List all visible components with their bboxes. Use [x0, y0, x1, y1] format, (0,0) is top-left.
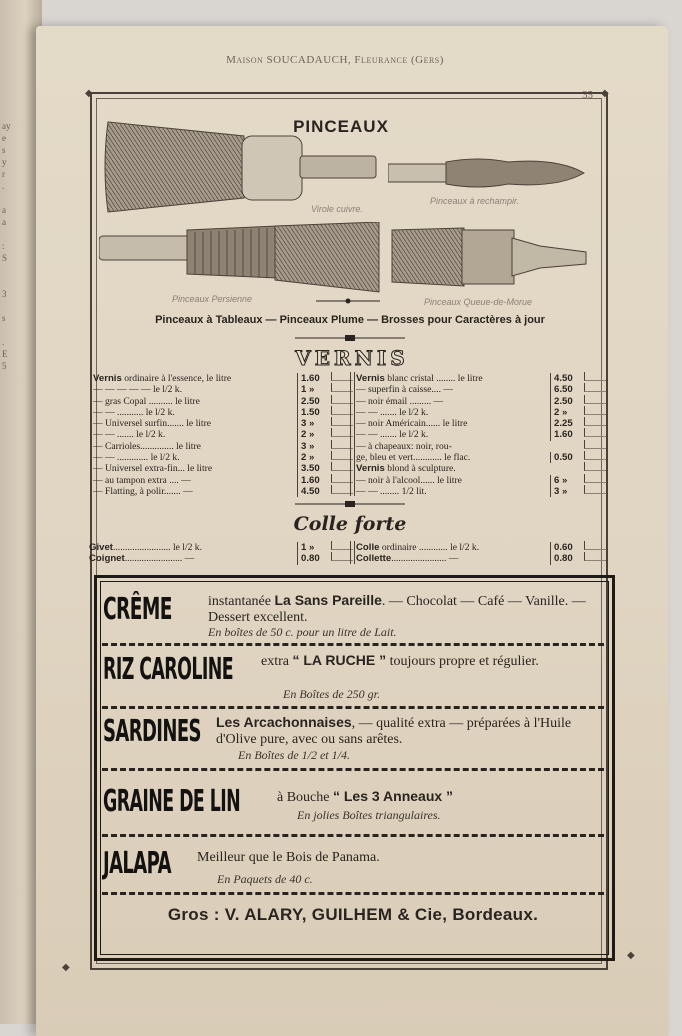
item-price: 2 »	[297, 429, 331, 440]
order-quantity-blank	[584, 428, 606, 437]
dashed-separator	[102, 892, 604, 898]
ad-text: Meilleur que le Bois de Panama.	[197, 850, 380, 865]
column-divider	[350, 372, 355, 496]
item-price: 1.60	[550, 429, 584, 440]
order-quantity-blank	[584, 372, 606, 381]
price-row	[93, 417, 353, 428]
item-price: 2 »	[297, 452, 331, 463]
ad-brand: RIZ CAROLINE	[103, 652, 234, 687]
item-price: 0.50	[550, 452, 584, 463]
item-label-text: — Flatting, à polir....... —	[93, 485, 193, 497]
ad-text: instantanée La Sans Pareille. — Chocolat — Café — Vanille. — Dessert excellent.	[208, 592, 586, 625]
item-label-bold: Vernis	[356, 463, 385, 475]
section-divider-ornament	[295, 500, 405, 508]
item-label-text: — — ....... le l/2 k.	[356, 406, 429, 418]
item-label-text: — Universel extra-fin... le litre	[93, 463, 213, 475]
price-row	[89, 541, 353, 552]
item-price: 2.25	[550, 418, 584, 429]
price-row	[93, 462, 353, 473]
ad-graine-de-lin	[103, 784, 603, 830]
item-label-text: — à chapeaux: noir, rou-	[356, 440, 452, 452]
item-label-bold: Collette	[356, 553, 392, 565]
order-quantity-blank	[584, 541, 606, 550]
item-price: 0.80	[550, 553, 584, 564]
item-label-bold: Givet	[89, 542, 113, 553]
item-label	[356, 396, 550, 407]
item-label	[93, 407, 297, 418]
order-quantity-blank	[584, 440, 606, 449]
item-label-text: — — ....... le l/2 k.	[356, 429, 429, 441]
item-price: 1.60	[297, 373, 331, 384]
divider-ornament	[316, 297, 380, 305]
ad-brand: JALAPA	[103, 846, 171, 881]
item-label	[93, 475, 297, 486]
item-label-text: — — ........ 1/2 lit.	[356, 485, 427, 497]
pinceaux-subline: Pinceaux à Tableaux — Pinceaux Plume — Brosses pour Caractères à jour	[155, 314, 545, 326]
vernis-title: VERNIS	[295, 346, 409, 370]
ad-subtext: En boîtes de 50 c. pour un litre de Lait.	[208, 625, 397, 639]
ad-text: extra “ LA RUCHE ” toujours propre et régulier.	[261, 652, 539, 669]
colle-left-table	[89, 541, 353, 564]
item-label-text: blanc cristal ........ le litre	[384, 373, 483, 384]
price-row	[356, 372, 606, 383]
caption-persienne: Pinceaux Persienne	[172, 294, 253, 304]
colle-forte-title: Colle forte	[293, 513, 407, 535]
ad-sardines	[103, 714, 603, 770]
corner-ornament: ◆	[601, 88, 609, 99]
corner-ornament: ◆	[627, 950, 635, 961]
order-quantity-blank	[584, 451, 606, 460]
item-label	[89, 542, 297, 553]
ad-subtext: En Boîtes de 250 gr.	[283, 687, 380, 701]
item-label	[93, 418, 297, 429]
order-quantity-blank	[584, 383, 606, 392]
vernis-left-table	[93, 372, 353, 496]
item-label-text: — superfin à caisse.... —	[356, 384, 453, 396]
item-label-text: — noir à l'alcool...... le litre	[356, 474, 462, 486]
item-label	[356, 486, 550, 497]
item-label	[356, 475, 550, 486]
ad-jalapa	[103, 846, 603, 892]
colle-right-table	[356, 541, 606, 564]
price-row	[356, 383, 606, 394]
item-label-bold: Vernis	[93, 373, 122, 384]
persienne-brush-illustration	[99, 222, 381, 294]
item-label-bold: Coignet	[89, 553, 125, 565]
item-label	[356, 418, 550, 429]
item-price: 1.50	[297, 407, 331, 418]
item-price: 3 »	[297, 441, 331, 452]
item-label	[356, 407, 550, 418]
item-label-text: blond à sculpture.	[384, 463, 456, 475]
item-label	[93, 396, 297, 407]
item-label	[356, 452, 550, 463]
item-label	[93, 441, 297, 452]
rechampir-brush-illustration	[388, 154, 588, 194]
price-row	[356, 406, 606, 417]
caption-queue-de-morue: Pinceaux Queue-de-Morue	[424, 297, 533, 307]
item-price: 1.60	[297, 475, 331, 486]
price-row	[356, 428, 606, 439]
item-label	[356, 441, 550, 452]
price-row	[356, 485, 606, 496]
item-label-text: — gras Copal .......... le litre	[93, 395, 200, 407]
price-row	[356, 552, 606, 563]
item-label	[356, 384, 550, 395]
distributor-line: Gros : V. ALARY, GUILHEM & Cie, Bordeaux.	[167, 905, 539, 924]
order-quantity-blank	[584, 552, 606, 561]
price-row	[93, 440, 353, 451]
price-row	[356, 451, 606, 462]
item-price: 0.80	[297, 553, 331, 564]
item-price: 6.50	[550, 384, 584, 395]
item-label-text: — au tampon extra .... —	[93, 474, 191, 486]
ad-text: Les Arcachonnaises, — qualité extra — préparées à l'Huile d'Olive pure, avec ou sans arêtes.	[216, 714, 572, 747]
dashed-separator	[102, 834, 604, 840]
item-price: 4.50	[297, 486, 331, 497]
item-label	[93, 373, 297, 384]
price-row	[93, 383, 353, 394]
price-row	[356, 462, 606, 473]
corner-ornament: ◆	[62, 962, 70, 973]
item-label	[356, 463, 550, 474]
item-label-bold: Colle	[356, 542, 380, 553]
order-quantity-blank	[584, 395, 606, 404]
corner-ornament: ◆	[85, 88, 93, 99]
price-row	[93, 451, 353, 462]
item-label	[93, 384, 297, 395]
order-quantity-blank	[584, 474, 606, 483]
item-label	[93, 429, 297, 440]
item-price: 1 »	[297, 542, 331, 553]
item-price: 2 »	[550, 407, 584, 418]
ad-subtext: En jolies Boîtes triangulaires.	[297, 808, 441, 822]
item-price: 3 »	[297, 418, 331, 429]
ad-brand: CRÊME	[103, 592, 172, 627]
virole-brush-illustration	[104, 112, 379, 217]
item-label-text: ordinaire à l'essence, le litre	[121, 373, 232, 384]
price-row	[356, 474, 606, 485]
price-row	[356, 440, 606, 451]
item-label-text: ....................... —	[391, 553, 459, 565]
ad-subtext: En Paquets de 40 c.	[217, 872, 313, 886]
ad-brand: SARDINES	[103, 714, 201, 749]
order-quantity-blank	[584, 462, 606, 471]
item-price: 2.50	[550, 396, 584, 407]
price-row	[356, 417, 606, 428]
item-label	[93, 486, 297, 497]
item-label-text: ordinaire ............ le l/2 k.	[379, 542, 480, 553]
dashed-separator	[102, 706, 604, 712]
order-quantity-blank	[584, 485, 606, 494]
previous-page-text-fragments: ay e s y r . a a : S 3 s . E 5	[2, 121, 11, 371]
item-label	[93, 463, 297, 474]
item-label-text: ........................ —	[124, 553, 195, 565]
item-label	[356, 553, 550, 564]
item-label-text: — Universel surfin....... le litre	[93, 418, 212, 430]
caption-rechampir: Pinceaux à rechampir.	[430, 196, 520, 206]
queue-de-morue-brush-illustration	[390, 224, 588, 290]
item-label-text: — Carrioles.............. le litre	[93, 440, 201, 452]
section-divider-ornament	[295, 334, 405, 342]
item-label	[356, 429, 550, 440]
item-label-text: — noir émail ......... —	[356, 395, 444, 407]
caption-virole: Virole cuivre.	[311, 204, 363, 214]
item-label-text: ge, bleu et vert............ le flac.	[356, 452, 471, 464]
column-divider	[350, 541, 355, 564]
price-row	[356, 541, 606, 552]
item-label-text: ........................ le l/2 k.	[113, 542, 203, 553]
item-label-text: — — ........... le l/2 k.	[93, 406, 175, 418]
item-price: 3 »	[550, 486, 584, 497]
dashed-separator	[102, 643, 604, 649]
price-row	[93, 485, 353, 496]
price-row	[93, 428, 353, 439]
item-price: 3.50	[297, 463, 331, 474]
pinceaux-title: PINCEAUX	[293, 117, 389, 136]
price-row	[356, 395, 606, 406]
order-quantity-blank	[584, 406, 606, 415]
dashed-separator	[102, 768, 604, 774]
item-label-text: — — ............. le l/2 k.	[93, 452, 180, 464]
page-number: 35	[582, 89, 593, 101]
ad-brand: GRAINE DE LIN	[103, 784, 241, 819]
item-price: 6 »	[550, 475, 584, 486]
price-row	[93, 395, 353, 406]
item-label	[93, 452, 297, 463]
ad-creme	[103, 592, 603, 640]
price-row	[93, 406, 353, 417]
item-price: 2.50	[297, 396, 331, 407]
ad-subtext: En Boîtes de 1/2 et 1/4.	[238, 748, 350, 762]
price-row	[89, 552, 353, 563]
item-label-bold: Vernis	[356, 373, 385, 384]
item-label-text: — — — — — le l/2 k.	[93, 384, 183, 396]
item-label	[89, 553, 297, 564]
price-row	[93, 474, 353, 485]
running-head: Maison SOUCADAUCH, Fleurance (Gers)	[226, 54, 444, 66]
price-row	[93, 372, 353, 383]
item-price: 1 »	[297, 384, 331, 395]
order-quantity-blank	[584, 417, 606, 426]
ad-text: à Bouche “ Les 3 Anneaux ”	[277, 788, 454, 805]
ad-riz-caroline	[103, 652, 603, 704]
item-label-text: — noir Américain...... le litre	[356, 418, 468, 430]
item-label-text: — — ....... le l/2 k.	[93, 429, 166, 441]
vernis-right-table	[356, 372, 606, 496]
item-label	[356, 373, 550, 384]
item-label	[356, 542, 550, 553]
item-price: 0.60	[550, 542, 584, 553]
item-price: 4.50	[550, 373, 584, 384]
